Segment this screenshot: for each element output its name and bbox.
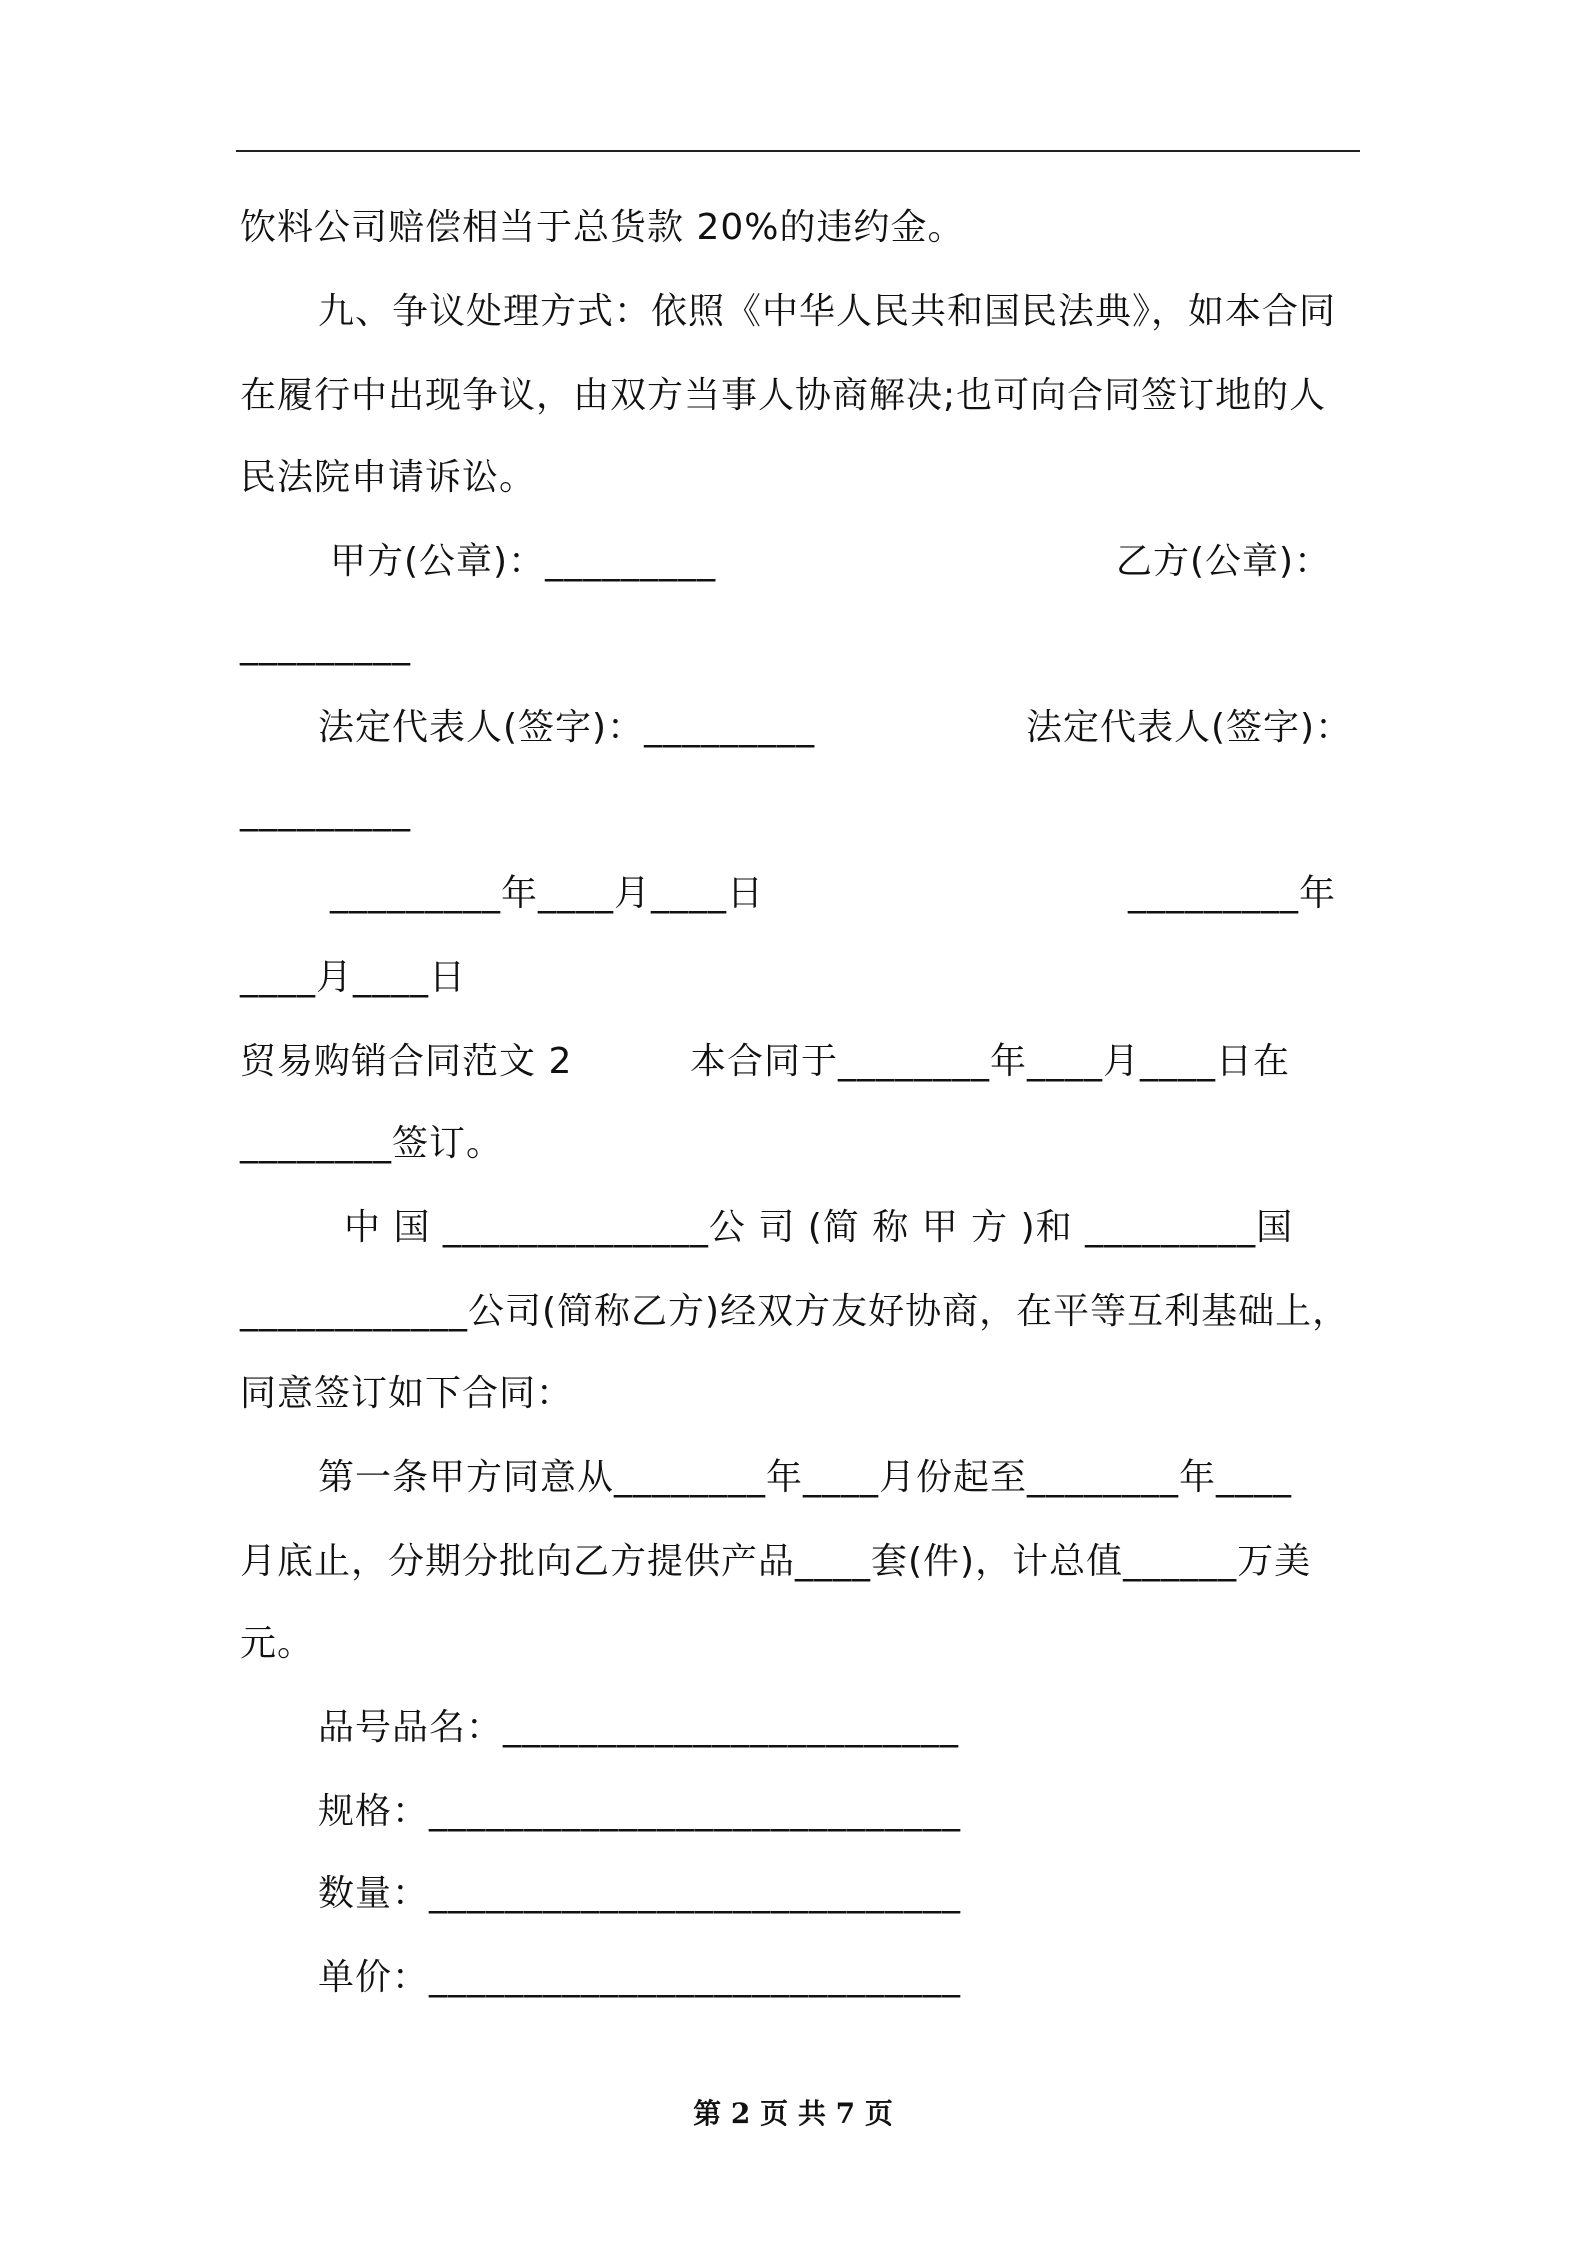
- party-b-date-year: _________年: [1128, 873, 1337, 914]
- specification-field: 规格：____________________________: [318, 1791, 962, 1832]
- text-line: 民法院申请诉讼。: [240, 457, 537, 498]
- party-a-date-field: _________年____月____日: [330, 873, 764, 914]
- party-b-seal-label: 乙方(公章)：: [1116, 541, 1332, 582]
- text-line: 月底止，分期分批向乙方提供产品____套(件)，计总值______万美: [240, 1541, 1312, 1582]
- party-a-representative-field: 法定代表人(签字)：_________: [318, 707, 816, 748]
- party-b-representative-label: 法定代表人(签字)：: [1026, 707, 1353, 748]
- sample-contract-title: 贸易购销合同范文 2: [240, 1041, 573, 1082]
- text-line: 同意签订如下合同：: [240, 1373, 574, 1414]
- unit-price-field: 单价：____________________________: [318, 1957, 962, 1998]
- text-line: ____________公司(简称乙方)经双方友好协商，在平等互利基础上，: [240, 1291, 1350, 1332]
- party-b-date-month-day: ____月____日: [240, 957, 467, 998]
- signing-date-field: 本合同于________年____月____日在: [690, 1041, 1291, 1082]
- signing-place-field: ________签订。: [240, 1123, 504, 1164]
- product-name-field: 品号品名：________________________: [318, 1707, 960, 1748]
- dispute-clause-heading: 九、争议处理方式：依照《中华人民共和国民法典》，如本合同: [318, 291, 1337, 332]
- header-rule: [236, 150, 1360, 152]
- article-one: 第一条甲方同意从________年____月份起至________年____: [318, 1457, 1293, 1498]
- party-b-seal-blank: _________: [240, 625, 411, 666]
- party-a-seal-field: 甲方(公章)：_________: [330, 541, 717, 582]
- text-line: 在履行中出现争议，由双方当事人协商解决;也可向合同签订地的人: [240, 375, 1327, 416]
- party-b-representative-blank: _________: [240, 791, 411, 832]
- text-line: 元。: [240, 1623, 315, 1664]
- text-line: 饮料公司赔偿相当于总货款 20%的违约金。: [240, 207, 965, 248]
- page-number: 第 2 页 共 7 页: [693, 2097, 893, 2130]
- parties-line: 中 国 ______________公 司 (简 称 甲 方 )和 _________国: [344, 1207, 1294, 1248]
- quantity-field: 数量：____________________________: [318, 1873, 962, 1914]
